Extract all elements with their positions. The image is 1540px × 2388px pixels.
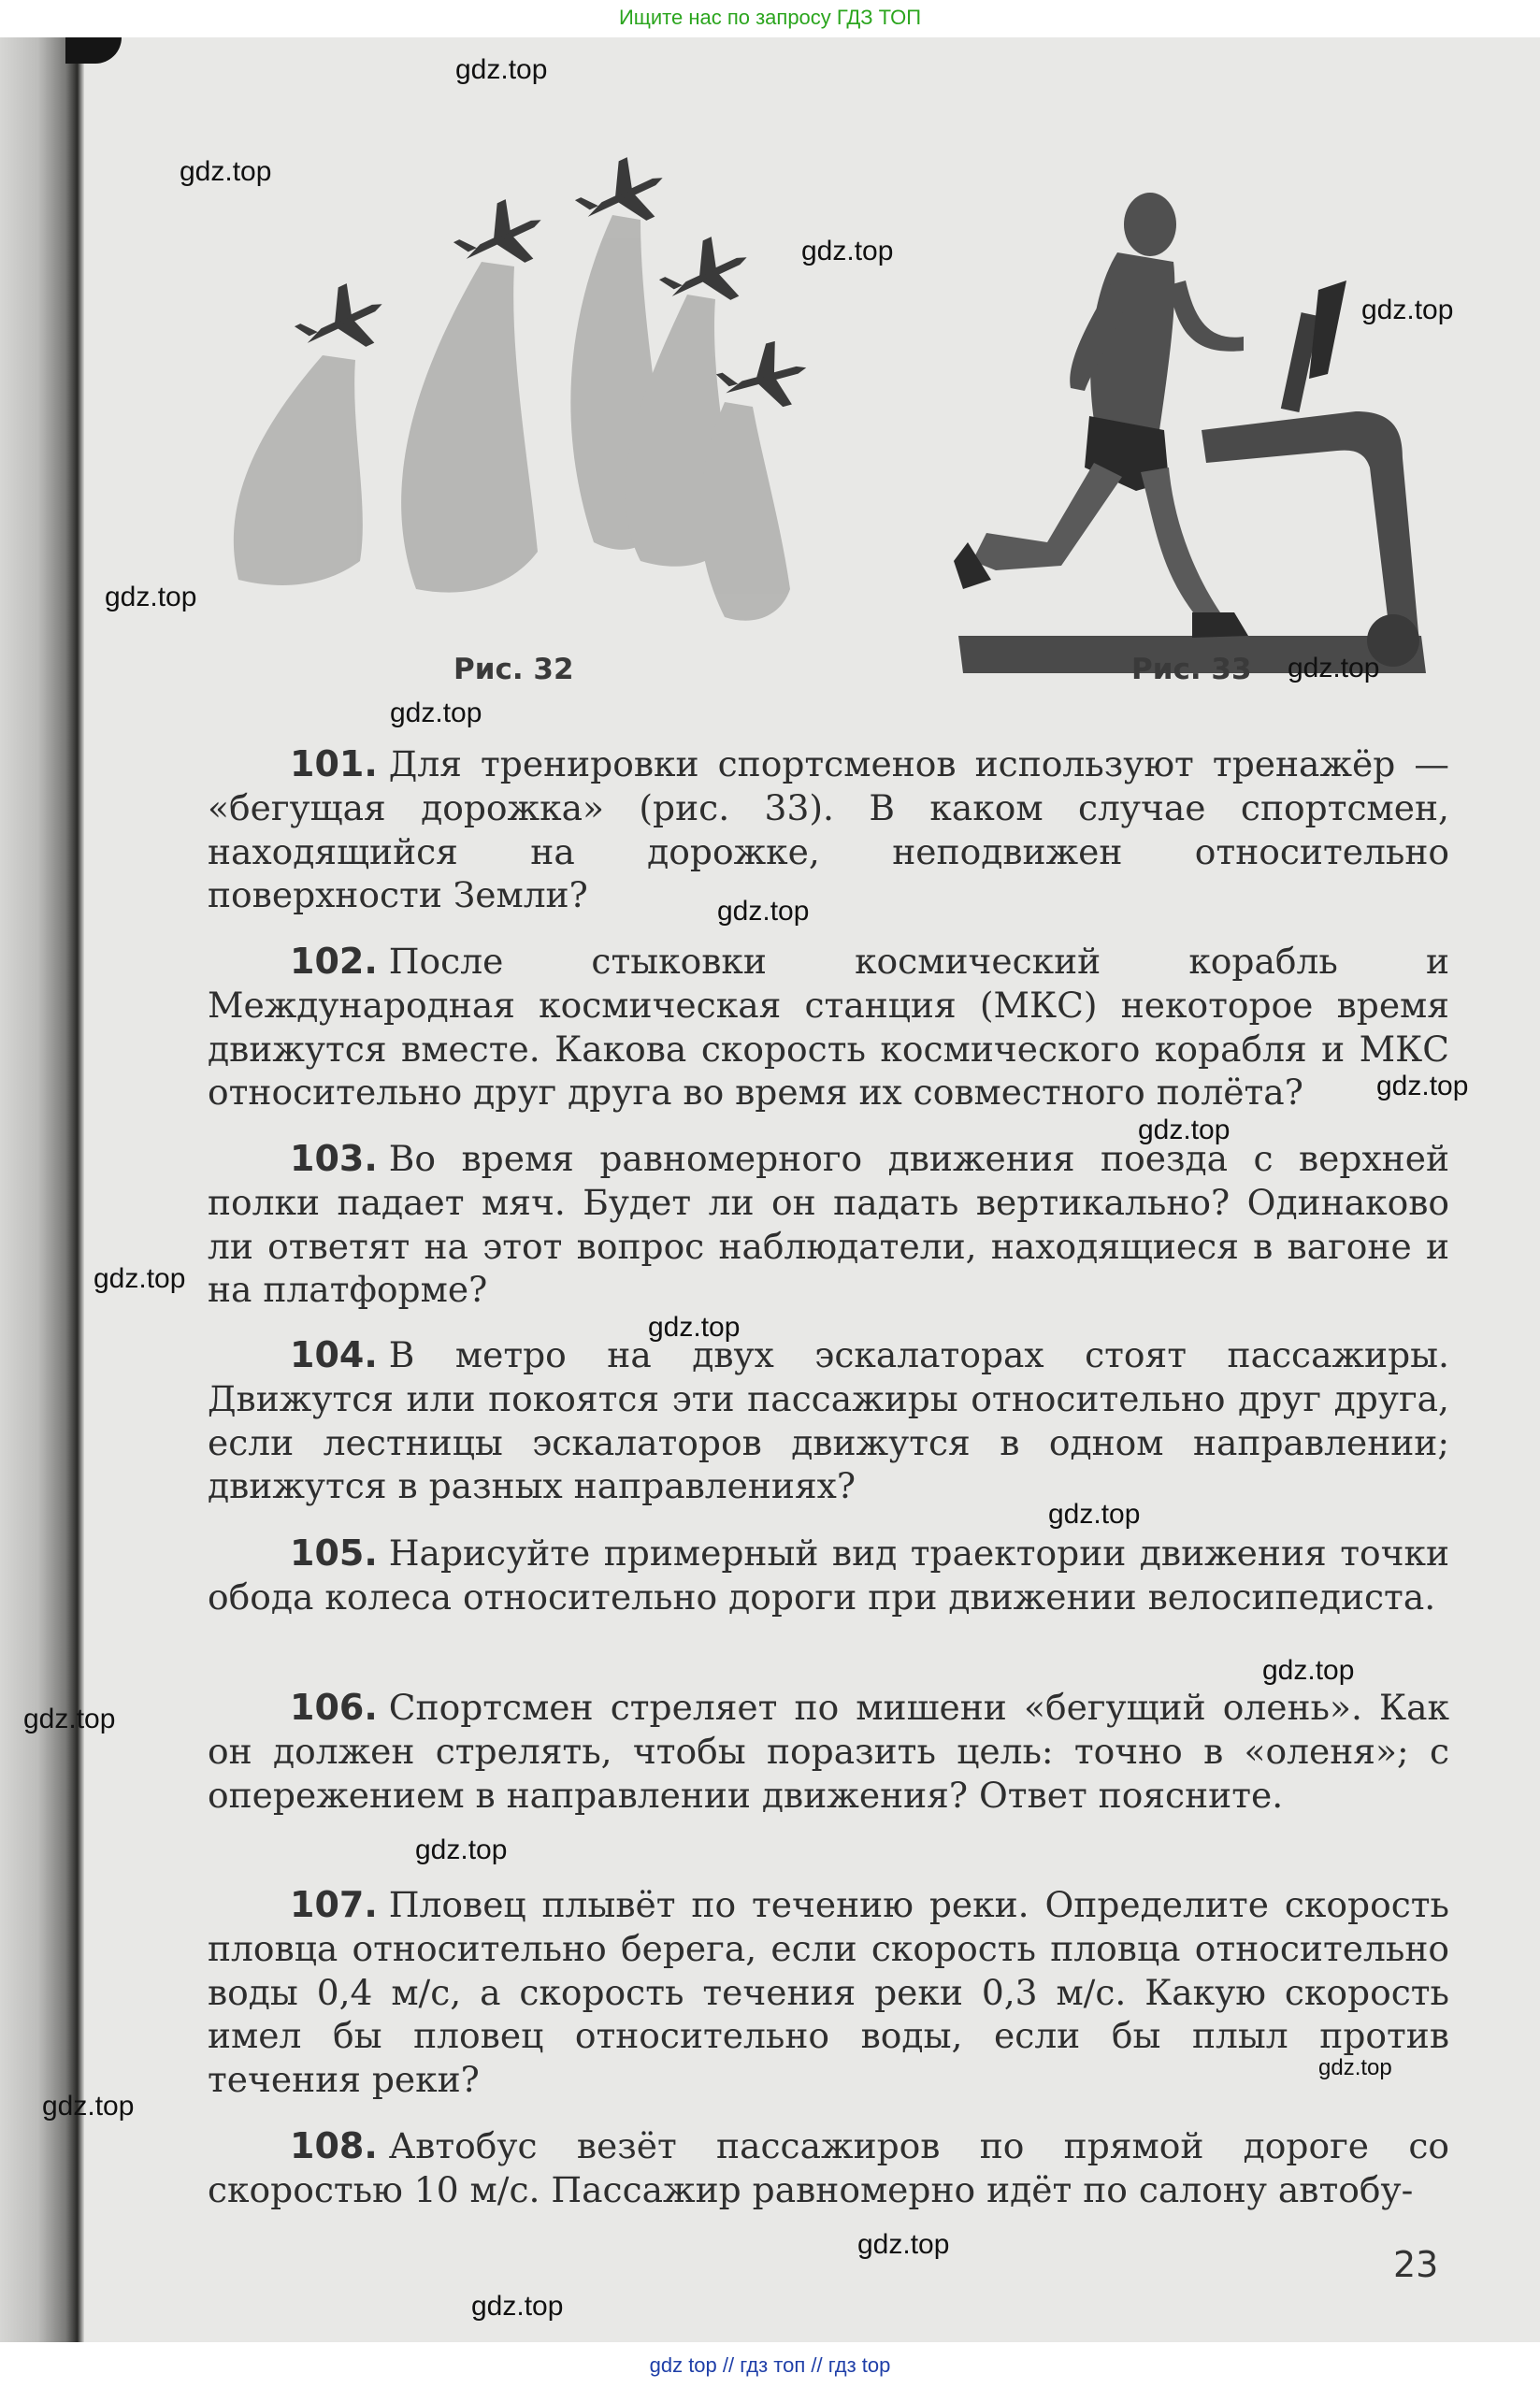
watermark: gdz.top	[1048, 1499, 1141, 1530]
book-spine	[0, 37, 84, 2342]
problem-text: Для тренировки спортсменов используют тренажёр — «бегущая дорожка» (рис. 33). В каком случае спортсмен, находящийся на дорожке, неподвижен относительно поверхности Земли?	[208, 743, 1449, 916]
site-banner-text: Ищите нас по запросу ГДЗ ТОП	[618, 6, 922, 29]
problem-text: Автобус везёт пассажиров по прямой дороге со скоростью 10 м/с. Пассажир равномерно идёт по салону автобу-	[208, 2125, 1449, 2210]
watermark: gdz.top	[1138, 1115, 1231, 1145]
problem-number: 103.	[290, 1138, 378, 1179]
page-number: 23	[1393, 2244, 1439, 2285]
site-footer-links[interactable]	[0, 2342, 1540, 2388]
problem-text: В метро на двух эскалаторах стоят пассажиры. Движутся или покоятся эти пассажиры относительно друг друга, если лестницы эскалаторов движутся в одном направлении; движутся в разных направлениях?	[208, 1334, 1449, 1507]
problem-105	[208, 1532, 1449, 1619]
watermark: gdz.top	[455, 54, 548, 85]
textbook-page	[0, 37, 1540, 2342]
watermark: gdz.top	[415, 1834, 508, 1865]
watermark: gdz.top	[648, 1312, 741, 1343]
problem-number: 106.	[290, 1687, 378, 1728]
problem-number: 104.	[290, 1334, 378, 1375]
watermark: gdz.top	[105, 582, 197, 612]
problem-number: 102.	[290, 941, 378, 982]
problem-102	[208, 940, 1449, 1115]
problem-103	[208, 1137, 1449, 1312]
watermark: gdz.top	[1376, 1071, 1469, 1101]
watermark: gdz.top	[390, 698, 482, 728]
problem-text: Нарисуйте примерный вид траектории движения точки обода колеса относительно дороги при движении велосипедиста.	[208, 1532, 1449, 1618]
watermark: gdz.top	[801, 236, 894, 266]
book-spine-shadow	[65, 37, 122, 64]
watermark: gdz.top	[94, 1263, 186, 1294]
problem-number: 101.	[290, 743, 378, 784]
problem-number: 105.	[290, 1532, 378, 1574]
problem-number: 107.	[290, 1884, 378, 1925]
watermark: gdz.top	[717, 896, 810, 927]
problem-text: После стыковки космический корабль и Международная космическая станция (МКС) некоторое время движутся вместе. Какова скорость космического корабля и МКС относительно друг друга во время их совместного полёта?	[208, 941, 1449, 1114]
problem-number: 108.	[290, 2125, 378, 2166]
watermark: gdz.top	[180, 156, 272, 187]
problem-108	[208, 2124, 1449, 2212]
fig33-caption: Рис. 33	[1131, 653, 1252, 686]
watermark: gdz.top	[1361, 295, 1454, 325]
watermark: gdz.top	[1288, 653, 1380, 683]
problem-text: Во время равномерного движения поезда с верхней полки падает мяч. Будет ли он падать вертикально? Одинаково ли ответят на этот вопрос наблюдатели, находящиеся в вагоне и на платформе?	[208, 1138, 1449, 1311]
fig32-jets-illustration	[201, 150, 846, 655]
fig33-treadmill-illustration	[954, 150, 1449, 673]
watermark: gdz.top	[857, 2229, 950, 2260]
problem-101	[208, 742, 1449, 917]
site-footer-text: gdz top // гдз топ // гдз top	[649, 2353, 891, 2377]
fig32-caption: Рис. 32	[453, 653, 574, 686]
watermark: gdz.top	[1262, 1655, 1355, 1686]
watermark: gdz.top	[42, 2091, 135, 2122]
watermark: gdz.top	[23, 1704, 116, 1734]
site-banner[interactable]	[0, 0, 1540, 37]
watermark: gdz.top	[1318, 2055, 1392, 2080]
problem-104	[208, 1333, 1449, 1508]
problem-106	[208, 1686, 1449, 1817]
problem-text: Спортсмен стреляет по мишени «бегущий олень». Как он должен стрелять, чтобы поразить цель: точно в «оленя»; с опережением в направлении движения? Ответ поясните.	[208, 1687, 1449, 1816]
problem-text: Пловец плывёт по течению реки. Определите скорость пловца относительно берега, если скорость пловца относительно воды 0,4 м/с, а скорость течения реки 0,3 м/с. Какую скорость имел бы пловец относительно воды, если бы плыл против течения реки?	[208, 1884, 1449, 2101]
watermark: gdz.top	[471, 2291, 564, 2322]
problem-107	[208, 1883, 1449, 2102]
